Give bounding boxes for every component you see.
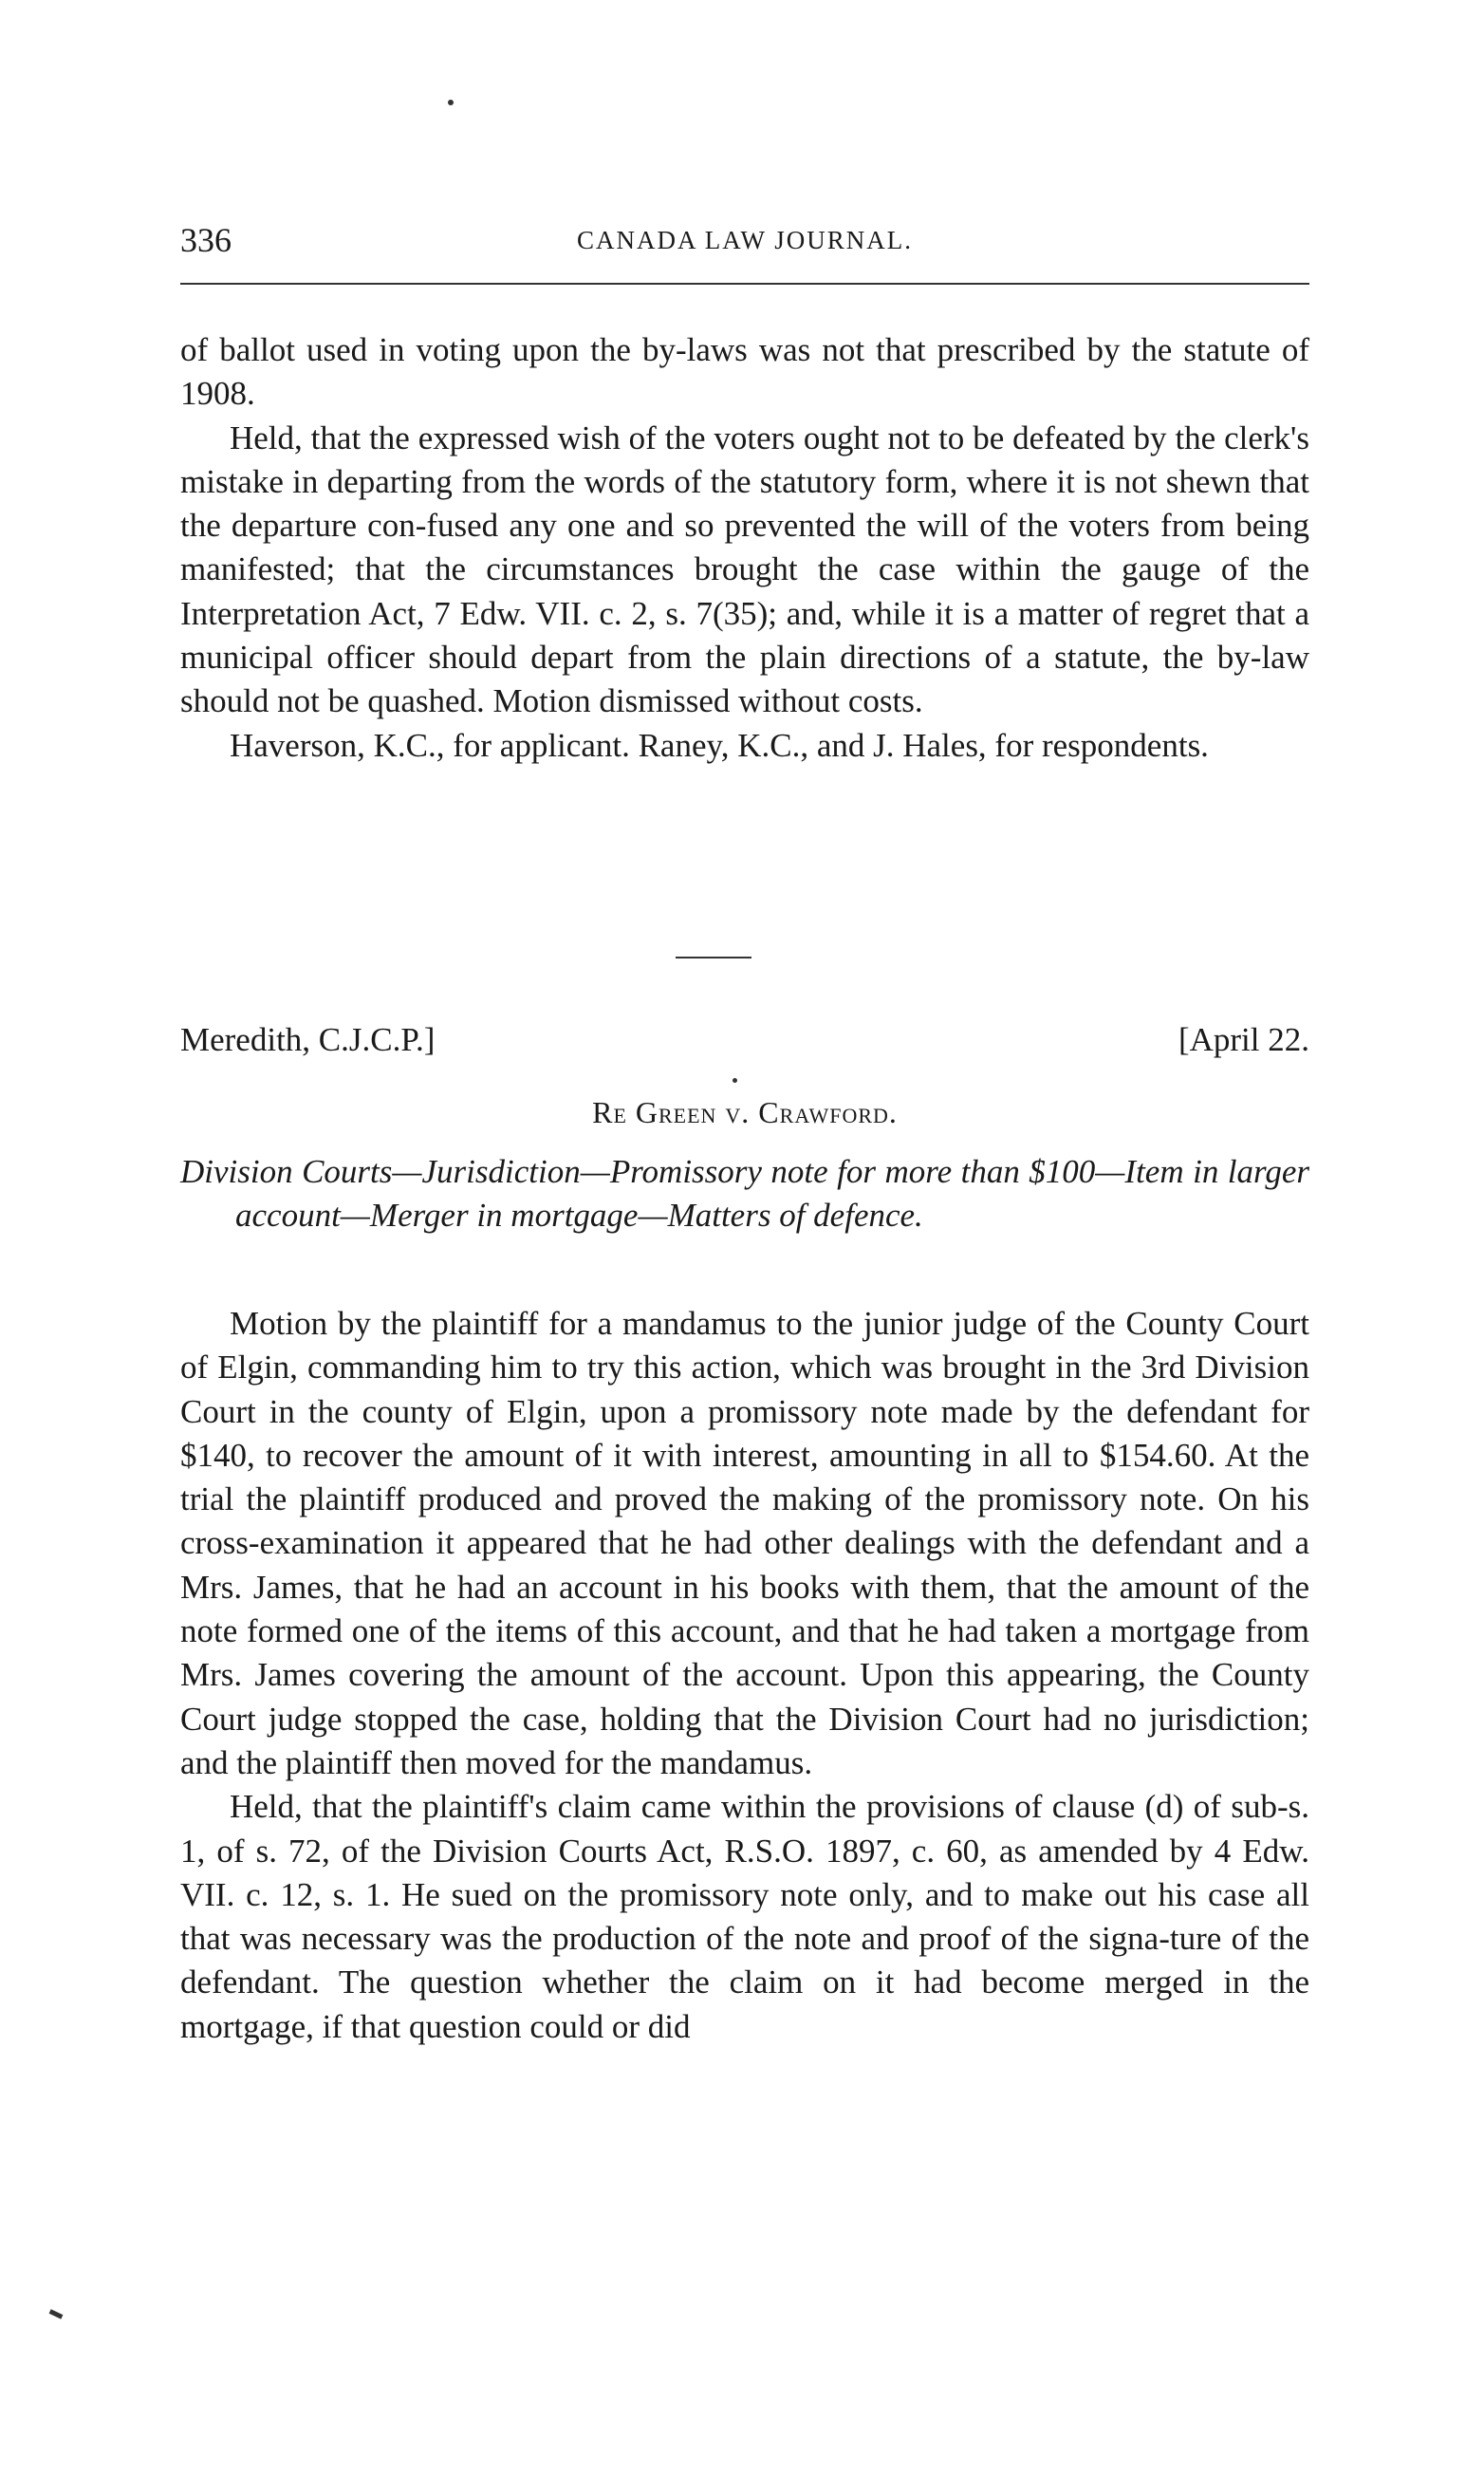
- margin-mark: [49, 2309, 64, 2318]
- paragraph: of ballot used in voting upon the by-laws was not that prescribed by the statute of 1908.: [180, 331, 1309, 413]
- judge-name: Meredith, C.J.C.P.]: [180, 1021, 436, 1058]
- case-headnote: Division Courts—Jurisdiction—Promissory note for more than $100—Item in larger account—Merger in mortgage—Matters of defence.: [180, 1153, 1309, 1235]
- page-header: [180, 220, 1309, 277]
- decision-date: [April 22.: [1178, 1021, 1309, 1058]
- print-speck: [733, 1078, 737, 1083]
- page-number: 336: [180, 221, 232, 259]
- paragraph: Held, that the plaintiff's claim came within the provisions of clause (d) of sub-s. 1, of s. 72, of the Division Courts Act, R.S.O. 1897, c. 60, as amended by 4 Edw. VII. c. 12, s. 1. He sued on the promissory note only, and to make out his case all that was necessary was the production of the note and proof of the signa-ture of the defendant. The question whether the claim on it had become merged in the mortgage, if that question could or did: [180, 1788, 1309, 2045]
- case-judge-line: [180, 1018, 1309, 1066]
- first-case-text: [180, 328, 1309, 768]
- header-rule: [180, 283, 1309, 285]
- paragraph: Motion by the plaintiff for a mandamus to the junior judge of the County Court of Elgin, commanding him to try this action, which was brought in the 3rd Division Court in the county of Elgin, upon a promissory note made by the defendant for $140, to recover the amount of it with interest, amounting in all to $154.60. At the trial the plaintiff produced and proved the making of the promissory note. On his cross-examination it appeared that he had other dealings with the defendant and a Mrs. James, that he had an account in his books with them, that the amount of the note formed one of the items of this account, and that he had taken a mortgage from Mrs. James covering the amount of the account. Upon this appearing, the County Court judge stopped the case, holding that the Division Court had no jurisdiction; and the plaintiff then moved for the mandamus.: [180, 1305, 1309, 1781]
- case-title: Re Green v. Crawford.: [592, 1095, 898, 1129]
- section-divider: [676, 957, 751, 958]
- paragraph: Haverson, K.C., for applicant. Raney, K.C., and J. Hales, for respondents.: [230, 726, 1209, 764]
- second-case-text: [180, 1302, 1309, 2049]
- running-head: CANADA LAW JOURNAL.: [576, 226, 914, 254]
- paragraph: Held, that the expressed wish of the voters ought not to be defeated by the clerk's mistake in departing from the words of the statutory form, where it is not shewn that the departure con-fused any one and so prevented the will of the voters from being manifested; that the circumstances brought the case within the gauge of the Interpretation Act, 7 Edw. VII. c. 2, s. 7(35); and, while it is a matter of regret that a municipal officer should depart from the plain directions of a statute, the by-law should not be quashed. Motion dismissed without costs.: [180, 419, 1309, 720]
- print-speck: [448, 100, 454, 105]
